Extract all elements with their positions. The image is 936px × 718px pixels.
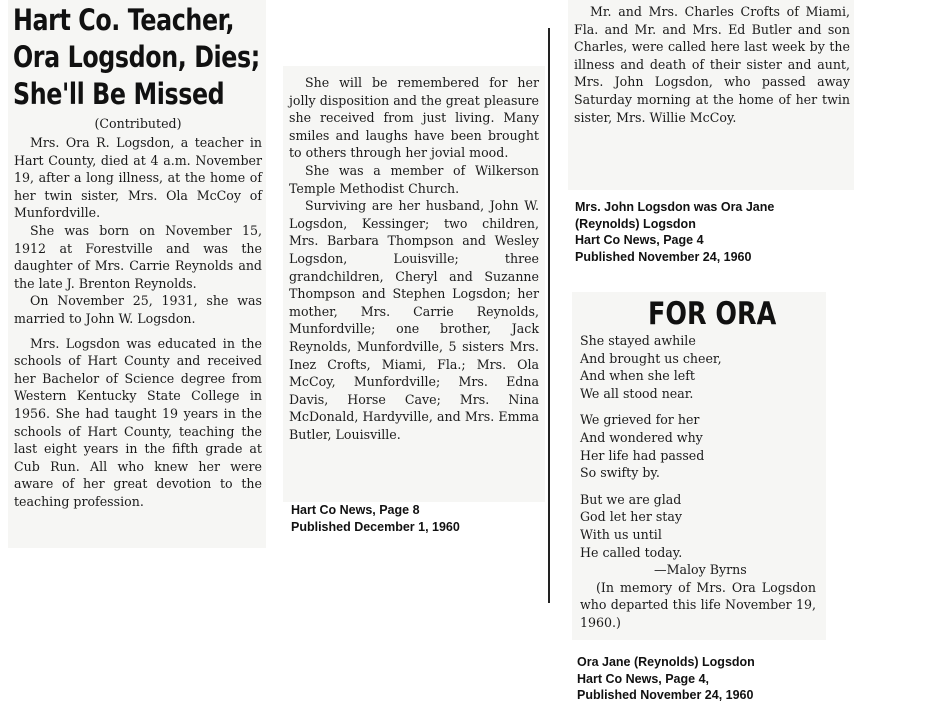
caption-line: Ora Jane (Reynolds) Logsdon [577, 655, 755, 669]
poem-memorial-note: (In memory of Mrs. Ora Logsdon who departed this life November 19, 1960.) [580, 579, 816, 630]
caption-line: Hart Co News, Page 4 [575, 233, 704, 247]
poem-line: And brought us cheer, [580, 350, 722, 366]
obituary-clipping-continued [283, 66, 545, 502]
headline-line-1: Hart Co. Teacher, [13, 3, 235, 37]
poem-line: With us until [580, 526, 662, 542]
poem-line: We all stood near. [580, 385, 694, 401]
poem-line: So swifty by. [580, 465, 660, 481]
obituary-paragraph: Mrs. Ora R. Logsdon, a teacher in Hart County, died at 4 a.m. November 19, after a long illness, at the home of her twin sister, Mrs. Ola McCoy of Munfordville. [14, 135, 262, 221]
poem-line: He called today. [580, 544, 683, 560]
poem-stanza [580, 332, 820, 402]
obituary-paragraph: Surviving are her husband, John W. Logsdon, Kessinger; two children, Mrs. Barbara Thompson and Wesley Logsdon, Louisville; three grandchildren, Cheryl and Suzanne Thompson and Stephen Logsdon; her mother, Mrs. Carrie Reynolds, Munfordville; one brother, Jack Reynolds, Munfordville, 5 sisters Mrs. Inez Crofts, Miami, Fla.; Mrs. Ola McCoy, Munfordville; Mrs. Edna Davis, Horse Cave; Mrs. Nina McDonald, Hardyville, and Mrs. Emma Butler, Louisville. [289, 198, 539, 442]
caption-line: Hart Co News, Page 8 [291, 503, 420, 517]
news-brief-clipping [568, 0, 854, 190]
obituary-continued-body [289, 74, 539, 443]
obituary-paragraph: She was born on November 15, 1912 at Forestville and was the daughter of Mrs. Carrie Reynolds and the late J. Brenton Reynolds. [14, 222, 262, 291]
caption-line: Mrs. John Logsdon was Ora Jane [575, 200, 775, 214]
poem-line: But we are glad [580, 491, 682, 507]
poem-stanza [580, 491, 820, 561]
source-caption-clip2 [291, 502, 460, 535]
headline-line-3: She'll Be Missed [13, 77, 225, 111]
poem-line: We grieved for her [580, 412, 700, 428]
obituary-clipping-main [8, 0, 266, 548]
caption-line: Published November 24, 1960 [577, 688, 754, 702]
poem-line: God let her stay [580, 509, 682, 525]
obituary-paragraph: Mrs. Logsdon was educated in the schools of Hart County and received her Bachelor of Science degree from Western Kentucky State College in 1956. She had taught 19 years in the schools of Hart County, teaching the last eight years in the fifth grade at Cub Run. All who knew her were aware of her great devotion to the teaching profession. [14, 335, 262, 509]
caption-line: Published November 24, 1960 [575, 249, 752, 264]
caption-line: (Reynolds) Logsdon [575, 216, 696, 231]
obituary-paragraph: She will be remembered for her jolly disposition and the great pleasure she received from just living. Many smiles and laughs have been brought to others through her jovial mood. [289, 75, 539, 161]
poem-body [580, 332, 820, 632]
poem-clipping [572, 292, 826, 640]
obituary-body [14, 116, 262, 510]
poem-title: FOR ORA [648, 296, 777, 332]
obituary-paragraph: On November 25, 1931, she was married to John W. Logsdon. [14, 293, 262, 326]
obituary-paragraph: She was a member of Wilkerson Temple Methodist Church. [289, 162, 539, 196]
source-caption-poem [577, 654, 755, 704]
source-caption-clip3 [575, 199, 774, 265]
poem-author: —Maloy Byrns [654, 562, 747, 578]
poem-line: Her life had passed [580, 447, 705, 463]
caption-line: Published December 1, 1960 [291, 519, 460, 534]
news-brief-paragraph: Mr. and Mrs. Charles Crofts of Miami, Fla. and Mr. and Mrs. Ed Butler and son Charles, were called here last week by the illness and death of their sister and aunt, Mrs. John Logsdon, who passed away Saturday morning at the home of her twin sister, Mrs. Willie McCoy. [574, 4, 850, 125]
poem-line: And when she left [580, 368, 695, 384]
headline-line-2: Ora Logsdon, Dies; [13, 40, 260, 74]
column-divider [548, 28, 550, 603]
caption-line: Hart Co News, Page 4, [577, 671, 709, 686]
poem-stanza [580, 411, 820, 481]
poem-line: She stayed awhile [580, 333, 696, 348]
poem-line: And wondered why [580, 429, 703, 445]
contributed-note: (Contributed) [94, 116, 182, 131]
